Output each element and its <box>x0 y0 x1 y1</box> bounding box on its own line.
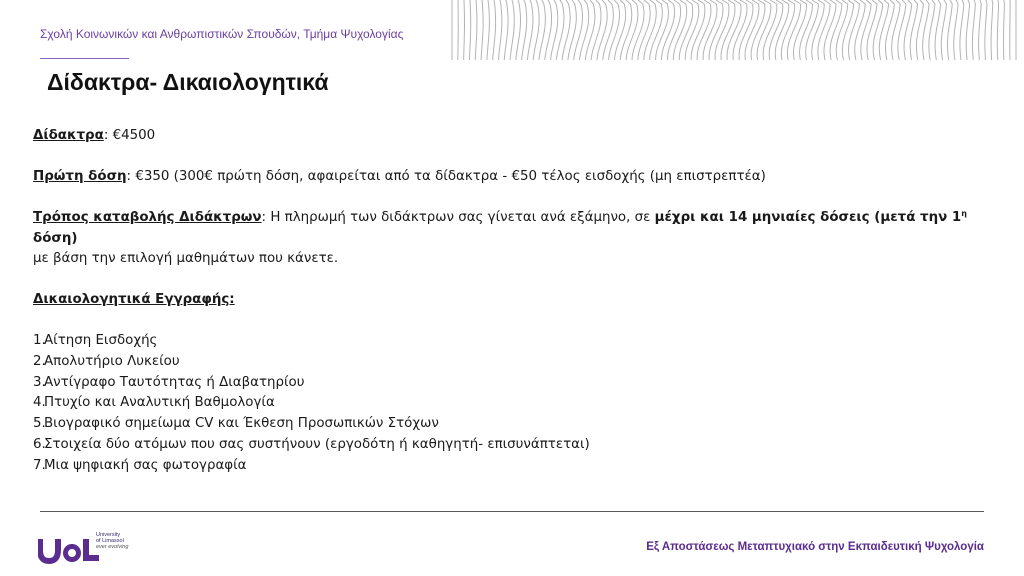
list-item: 3. Αντίγραφο Ταυτότητας ή Διαβατηρίου <box>33 374 305 390</box>
list-item: 6. Στοιχεία δύο ατόμων που σας συστήνουν (εργοδότη ή καθηγητή- επισυνάπτεται) <box>33 436 590 452</box>
first-installment-line <box>33 167 993 188</box>
pattern-line <box>516 0 521 60</box>
pattern-line <box>609 0 620 60</box>
pattern-line <box>972 0 975 60</box>
school-underline <box>40 58 129 59</box>
footer-divider <box>40 511 984 512</box>
list-item: 5. Βιογραφικό σημείωμα CV και Έκθεση Προσωπικών Στόχων <box>33 416 439 432</box>
documents-list <box>33 331 993 477</box>
pattern-line <box>603 0 614 60</box>
slide-title: Δίδακτρα- Δικαιολογητικά <box>47 69 329 95</box>
pattern-line <box>522 0 527 60</box>
pattern-line <box>498 0 501 60</box>
pattern-line <box>855 0 866 60</box>
pattern-line <box>929 0 935 60</box>
pattern-line <box>923 0 929 60</box>
pattern-line <box>985 0 987 60</box>
pattern-line <box>487 0 490 60</box>
pattern-line <box>935 0 941 60</box>
school-name: Σχολή Κοινωνικών και Ανθρωπιστικών Σπουδών, Τμήμα Ψυχολογίας <box>40 27 404 41</box>
pattern-line <box>966 0 969 60</box>
pattern-line <box>775 0 788 60</box>
pattern-line <box>493 0 496 60</box>
pattern-line <box>545 0 552 60</box>
pattern-line <box>849 0 860 60</box>
pattern-line <box>527 0 533 60</box>
pattern-line <box>879 0 888 60</box>
pattern-line <box>885 0 894 60</box>
pattern-line <box>481 0 483 60</box>
payment-label: Τρόπος καταβολής Διδάκτρων <box>33 210 262 225</box>
pattern-line <box>551 0 558 60</box>
tuition-value: : €4500 <box>103 128 156 143</box>
pattern-line <box>960 0 964 60</box>
payment-installments-end: δόση) <box>33 230 78 246</box>
pattern-line <box>842 0 853 60</box>
pattern-line <box>614 0 625 60</box>
pattern-line <box>464 0 465 60</box>
pattern-line <box>510 0 514 60</box>
decorative-line-pattern <box>450 0 1024 62</box>
slide-content <box>33 126 993 477</box>
pattern-line <box>626 0 638 60</box>
pattern-line <box>941 0 946 60</box>
pattern-line <box>597 0 607 60</box>
list-item: 4. Πτυχίο και Αναλυτική Βαθμολογία <box>33 395 275 411</box>
pattern-line <box>916 0 923 60</box>
list-item: 1. Αίτηση Εισδοχής <box>33 333 158 348</box>
pattern-line <box>1004 0 1005 60</box>
pattern-line <box>620 0 631 60</box>
pattern-line <box>979 0 982 60</box>
pattern-line <box>997 0 998 60</box>
payment-installments: μέχρι και 14 μηνιαίες δόσεις (μετά την 1 <box>654 210 962 225</box>
documents-heading: Δικαιολογητικά Εγγραφής: <box>33 292 235 307</box>
pattern-line <box>539 0 545 60</box>
program-name: Εξ Αποστάσεως Μεταπτυχιακό στην Εκπαιδευτική Ψυχολογία <box>646 541 984 553</box>
payment-paragraph <box>33 208 993 270</box>
first-installment-value: : €350 (300€ πρώτη δόση, αφαιρείται από τα δίδακτρα - €50 τέλος εισδοχής (μη επιστρεπτέα) <box>126 169 766 184</box>
logo-wordmark: University of Limassol ever evolving <box>96 532 129 551</box>
payment-text: : Η πληρωμή των διδάκτρων σας γίνεται ανά εξάμηνο, σε <box>261 210 655 225</box>
payment-text-continued: με βάση την επιλογή μαθημάτων που κάνετε. <box>33 251 339 266</box>
pattern-line <box>867 0 877 60</box>
pattern-line <box>892 0 901 60</box>
pattern-line <box>504 0 508 60</box>
list-item: 2. Απολυτήριο Λυκείου <box>33 353 180 369</box>
payment-superscript: η <box>961 209 967 218</box>
pattern-line <box>991 0 993 60</box>
pattern-line <box>947 0 952 60</box>
pattern-line <box>533 0 539 60</box>
tuition-line <box>33 126 993 147</box>
tuition-label: Δίδακτρα <box>33 128 104 143</box>
pattern-line <box>469 0 470 60</box>
pattern-line <box>861 0 871 60</box>
list-item: 7. Μια ψηφιακή σας φωτογραφία <box>33 457 247 473</box>
pattern-line <box>873 0 883 60</box>
first-installment-label: Πρώτη δόση <box>33 169 127 184</box>
pattern-line <box>954 0 958 60</box>
pattern-line <box>475 0 477 60</box>
